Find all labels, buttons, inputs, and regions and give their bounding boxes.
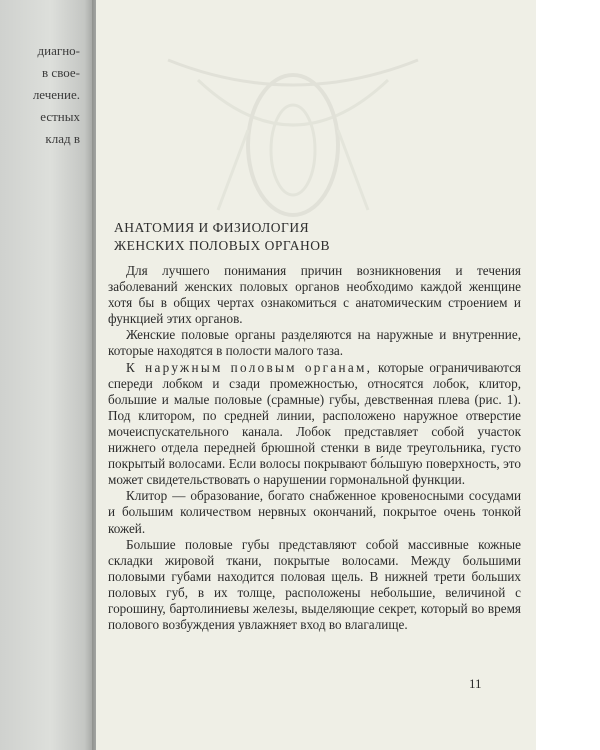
background-surface [536,0,600,750]
section-heading [114,219,514,255]
paragraph-5: Большие половые губы представляют собой массивные кожные складки жировой ткани, покрытые волосами. Между большими половыми губами находится половая щель. В нижней трети больших половых губ, в их толще, расположены небольшие, величиной с горошину, бартолиниевы железы, выделяющие секрет, который во время полового возбуждения увлажняет вход во влагалище. [108,536,521,633]
left-fragment: диагно- [37,43,80,58]
heading-line-1: АНАТОМИЯ И ФИЗИОЛОГИЯ [114,220,310,235]
paragraph-1: Для лучшего понимания причин возникновения и течения заболеваний женских половых органов необходимо каждой женщине хотя бы в общих чертах ознакомиться с анатомическим строением и функцией этих органов. [108,263,521,327]
show-through-illustration [158,50,428,220]
spaced-lead-phrase: К наружным половым органам, [126,359,373,375]
left-page [0,0,92,750]
paragraph-4: Клитор — образование, богато снабженное кровеносными сосудами и большим количеством нервных окончаний, покрытое очень тонкой кожей. [108,488,521,536]
paragraph-2: Женские половые органы разделяются на наружные и внутренние, которые находятся в полости малого таза. [108,327,521,359]
left-fragment: клад в [45,131,80,146]
body-text [108,263,521,633]
page-number: 11 [469,676,482,691]
heading-line-2: ЖЕНСКИХ ПОЛОВЫХ ОРГАНОВ [114,238,330,253]
left-page-text-fragments [14,40,92,150]
paragraph-3 [108,360,521,489]
left-fragment: лечение. [32,87,80,102]
left-fragment: естных [40,109,80,124]
paragraph-3-text: которые ограничиваются спереди лобком и сзади промежностью, относятся лобок, клитор, большие и малые половые (срамные) губы, девственная плева (рис. 1). Под клитором, по средней линии, расположено наружное отверстие мочеиспускательного канала. Лобок представляет собой участок нижнего отдела передней брюшной стенки в виде треугольника, густо покрытый волосами. Если волосы покрывают бо́льшую поверхность, это может свидетельствовать о нарушении гормональной функции. [108,359,522,488]
left-fragment: в свое- [42,65,80,80]
